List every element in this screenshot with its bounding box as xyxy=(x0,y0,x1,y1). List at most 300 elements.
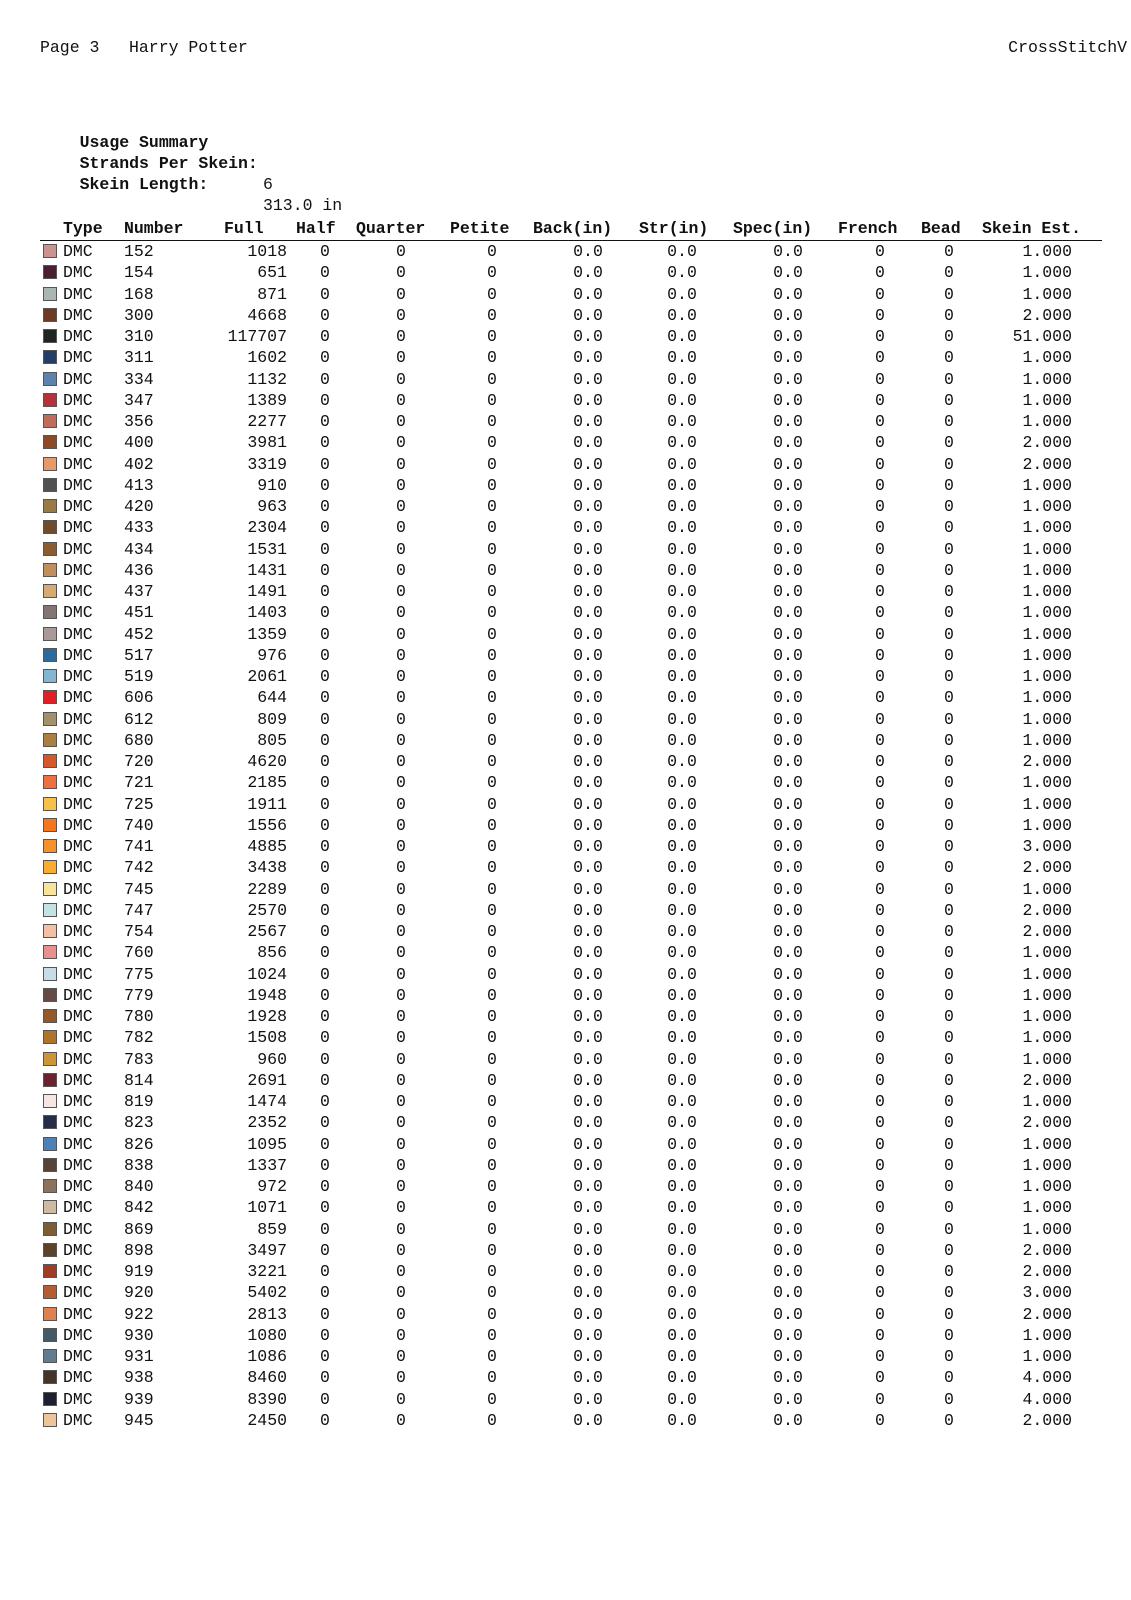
cell-str: 0.0 xyxy=(667,773,697,793)
table-row xyxy=(40,1282,1102,1303)
cell-spec: 0.0 xyxy=(773,412,803,431)
cell-full: 4668 xyxy=(247,305,287,325)
cell-type: DMC xyxy=(63,1155,93,1175)
cell-back: 0.0 xyxy=(573,858,603,878)
col-half: Half xyxy=(296,219,336,238)
cell-quarter: 0 xyxy=(396,327,406,346)
cell-quarter: 0 xyxy=(396,1219,406,1239)
cell-quarter: 0 xyxy=(396,773,406,793)
cell-str: 0.0 xyxy=(667,475,697,495)
cell-spec: 0.0 xyxy=(773,497,803,516)
color-swatch xyxy=(43,1413,57,1427)
color-swatch xyxy=(43,1179,57,1193)
table-row xyxy=(40,454,1102,475)
cell-full: 8460 xyxy=(247,1368,287,1388)
cell-str: 0.0 xyxy=(667,1262,697,1281)
cell-bead: 0 xyxy=(944,730,954,750)
cell-type: DMC xyxy=(63,454,93,474)
cell-number: 919 xyxy=(124,1262,154,1281)
cell-half: 0 xyxy=(320,242,330,261)
cell-type: DMC xyxy=(63,1347,93,1366)
cell-quarter: 0 xyxy=(396,1368,406,1388)
cell-quarter: 0 xyxy=(396,645,406,665)
cell-skein-est: 1.000 xyxy=(1022,1347,1072,1366)
cell-bead: 0 xyxy=(944,858,954,878)
cell-type: DMC xyxy=(63,1177,93,1196)
color-swatch xyxy=(43,520,57,534)
cell-number: 402 xyxy=(124,454,154,474)
cell-skein-est: 1.000 xyxy=(1022,242,1072,261)
cell-quarter: 0 xyxy=(396,1198,406,1218)
cell-skein-est: 1.000 xyxy=(1022,879,1072,899)
cell-petite: 0 xyxy=(487,645,497,665)
cell-spec: 0.0 xyxy=(773,752,803,771)
cell-quarter: 0 xyxy=(396,794,406,814)
cell-petite: 0 xyxy=(487,412,497,431)
cell-spec: 0.0 xyxy=(773,1410,803,1430)
cell-number: 931 xyxy=(124,1347,154,1366)
cell-half: 0 xyxy=(320,454,330,474)
table-row xyxy=(40,1197,1102,1218)
cell-quarter: 0 xyxy=(396,1347,406,1366)
cell-petite: 0 xyxy=(487,560,497,580)
cell-french: 0 xyxy=(875,1049,885,1069)
cell-bead: 0 xyxy=(944,539,954,559)
cell-quarter: 0 xyxy=(396,985,406,1005)
cell-type: DMC xyxy=(63,837,93,856)
cell-french: 0 xyxy=(875,1092,885,1111)
cell-str: 0.0 xyxy=(667,454,697,474)
cell-str: 0.0 xyxy=(667,1389,697,1409)
cell-quarter: 0 xyxy=(396,497,406,516)
cell-bead: 0 xyxy=(944,794,954,814)
cell-half: 0 xyxy=(320,1028,330,1048)
cell-french: 0 xyxy=(875,1368,885,1388)
cell-bead: 0 xyxy=(944,1049,954,1069)
cell-bead: 0 xyxy=(944,964,954,984)
table-row xyxy=(40,432,1102,453)
cell-skein-est: 51.000 xyxy=(1012,327,1072,346)
cell-petite: 0 xyxy=(487,688,497,708)
cell-quarter: 0 xyxy=(396,1304,406,1324)
cell-full: 1024 xyxy=(247,964,287,984)
cell-back: 0.0 xyxy=(573,284,603,304)
cell-petite: 0 xyxy=(487,624,497,644)
color-swatch xyxy=(43,1264,57,1278)
cell-skein-est: 1.000 xyxy=(1022,1028,1072,1048)
color-swatch xyxy=(43,542,57,556)
cell-full: 856 xyxy=(257,943,287,963)
color-swatch xyxy=(43,712,57,726)
cell-back: 0.0 xyxy=(573,773,603,793)
cell-full: 3221 xyxy=(247,1262,287,1281)
col-type: Type xyxy=(63,219,103,238)
cell-full: 1602 xyxy=(247,348,287,368)
cell-full: 2567 xyxy=(247,922,287,941)
cell-number: 519 xyxy=(124,667,154,686)
cell-french: 0 xyxy=(875,1134,885,1154)
cell-french: 0 xyxy=(875,242,885,261)
cell-full: 1086 xyxy=(247,1347,287,1366)
cell-quarter: 0 xyxy=(396,1007,406,1026)
cell-quarter: 0 xyxy=(396,900,406,920)
cell-type: DMC xyxy=(63,518,93,538)
cell-spec: 0.0 xyxy=(773,688,803,708)
cell-skein-est: 1.000 xyxy=(1022,284,1072,304)
cell-quarter: 0 xyxy=(396,730,406,750)
cell-str: 0.0 xyxy=(667,688,697,708)
cell-str: 0.0 xyxy=(667,752,697,771)
cell-french: 0 xyxy=(875,730,885,750)
cell-petite: 0 xyxy=(487,603,497,623)
cell-half: 0 xyxy=(320,1304,330,1324)
col-quarter: Quarter xyxy=(356,219,426,238)
cell-number: 741 xyxy=(124,837,154,856)
cell-skein-est: 1.000 xyxy=(1022,645,1072,665)
cell-type: DMC xyxy=(63,305,93,325)
cell-number: 869 xyxy=(124,1219,154,1239)
cell-type: DMC xyxy=(63,539,93,559)
cell-type: DMC xyxy=(63,815,93,835)
cell-quarter: 0 xyxy=(396,922,406,941)
cell-type: DMC xyxy=(63,1325,93,1345)
cell-french: 0 xyxy=(875,390,885,410)
cell-french: 0 xyxy=(875,1304,885,1324)
cell-half: 0 xyxy=(320,518,330,538)
cell-petite: 0 xyxy=(487,709,497,729)
cell-number: 742 xyxy=(124,858,154,878)
cell-french: 0 xyxy=(875,837,885,856)
cell-back: 0.0 xyxy=(573,1177,603,1196)
table-body xyxy=(40,241,1102,1431)
cell-spec: 0.0 xyxy=(773,709,803,729)
cell-type: DMC xyxy=(63,1092,93,1111)
cell-quarter: 0 xyxy=(396,879,406,899)
cell-half: 0 xyxy=(320,603,330,623)
color-swatch xyxy=(43,1094,57,1108)
cell-bead: 0 xyxy=(944,560,954,580)
cell-full: 871 xyxy=(257,284,287,304)
table-row xyxy=(40,964,1102,985)
color-swatch xyxy=(43,967,57,981)
cell-full: 1948 xyxy=(247,985,287,1005)
table-row xyxy=(40,241,1102,262)
color-swatch xyxy=(43,1073,57,1087)
cell-half: 0 xyxy=(320,773,330,793)
cell-french: 0 xyxy=(875,1113,885,1133)
cell-petite: 0 xyxy=(487,730,497,750)
cell-str: 0.0 xyxy=(667,879,697,899)
cell-petite: 0 xyxy=(487,582,497,601)
cell-back: 0.0 xyxy=(573,1113,603,1133)
cell-number: 922 xyxy=(124,1304,154,1324)
cell-bead: 0 xyxy=(944,815,954,835)
cell-spec: 0.0 xyxy=(773,794,803,814)
cell-full: 2352 xyxy=(247,1113,287,1133)
cell-number: 754 xyxy=(124,922,154,941)
table-row xyxy=(40,1219,1102,1240)
cell-half: 0 xyxy=(320,667,330,686)
cell-str: 0.0 xyxy=(667,794,697,814)
cell-number: 939 xyxy=(124,1389,154,1409)
cell-half: 0 xyxy=(320,1325,330,1345)
cell-skein-est: 1.000 xyxy=(1022,964,1072,984)
cell-quarter: 0 xyxy=(396,1028,406,1048)
cell-number: 168 xyxy=(124,284,154,304)
cell-half: 0 xyxy=(320,1134,330,1154)
cell-quarter: 0 xyxy=(396,1177,406,1196)
cell-petite: 0 xyxy=(487,900,497,920)
color-swatch xyxy=(43,903,57,917)
cell-spec: 0.0 xyxy=(773,1092,803,1111)
cell-spec: 0.0 xyxy=(773,985,803,1005)
cell-half: 0 xyxy=(320,1049,330,1069)
cell-back: 0.0 xyxy=(573,624,603,644)
cell-number: 720 xyxy=(124,752,154,771)
cell-bead: 0 xyxy=(944,412,954,431)
cell-french: 0 xyxy=(875,454,885,474)
cell-type: DMC xyxy=(63,1262,93,1281)
col-full: Full xyxy=(224,219,264,238)
cell-str: 0.0 xyxy=(667,943,697,963)
cell-quarter: 0 xyxy=(396,624,406,644)
cell-half: 0 xyxy=(320,837,330,856)
cell-type: DMC xyxy=(63,964,93,984)
color-swatch xyxy=(43,818,57,832)
cell-french: 0 xyxy=(875,305,885,325)
table-row xyxy=(40,879,1102,900)
cell-half: 0 xyxy=(320,560,330,580)
cell-bead: 0 xyxy=(944,1028,954,1048)
cell-number: 436 xyxy=(124,560,154,580)
cell-french: 0 xyxy=(875,688,885,708)
cell-back: 0.0 xyxy=(573,1049,603,1069)
color-swatch xyxy=(43,860,57,874)
cell-number: 779 xyxy=(124,985,154,1005)
cell-french: 0 xyxy=(875,412,885,431)
cell-spec: 0.0 xyxy=(773,837,803,856)
cell-petite: 0 xyxy=(487,964,497,984)
cell-number: 725 xyxy=(124,794,154,814)
color-swatch xyxy=(43,797,57,811)
cell-half: 0 xyxy=(320,1283,330,1303)
table-row xyxy=(40,602,1102,623)
cell-quarter: 0 xyxy=(396,603,406,623)
cell-number: 842 xyxy=(124,1198,154,1218)
app-name: CrossStitchV xyxy=(1008,38,1127,57)
cell-type: DMC xyxy=(63,709,93,729)
cell-half: 0 xyxy=(320,858,330,878)
color-swatch xyxy=(43,435,57,449)
cell-french: 0 xyxy=(875,560,885,580)
cell-bead: 0 xyxy=(944,242,954,261)
cell-type: DMC xyxy=(63,348,93,368)
color-swatch xyxy=(43,329,57,343)
cell-skein-est: 2.000 xyxy=(1022,1262,1072,1281)
cell-full: 805 xyxy=(257,730,287,750)
cell-petite: 0 xyxy=(487,518,497,538)
table-row xyxy=(40,1112,1102,1133)
cell-number: 356 xyxy=(124,412,154,431)
cell-full: 809 xyxy=(257,709,287,729)
cell-type: DMC xyxy=(63,412,93,431)
cell-number: 437 xyxy=(124,582,154,601)
color-swatch xyxy=(43,1222,57,1236)
cell-bead: 0 xyxy=(944,709,954,729)
cell-str: 0.0 xyxy=(667,1325,697,1345)
cell-type: DMC xyxy=(63,1198,93,1218)
cell-full: 1080 xyxy=(247,1325,287,1345)
cell-str: 0.0 xyxy=(667,497,697,516)
cell-skein-est: 1.000 xyxy=(1022,985,1072,1005)
cell-back: 0.0 xyxy=(573,1347,603,1366)
cell-half: 0 xyxy=(320,475,330,495)
cell-petite: 0 xyxy=(487,242,497,261)
cell-skein-est: 2.000 xyxy=(1022,433,1072,453)
table-row xyxy=(40,1367,1102,1388)
cell-back: 0.0 xyxy=(573,1283,603,1303)
cell-petite: 0 xyxy=(487,497,497,516)
cell-spec: 0.0 xyxy=(773,1219,803,1239)
cell-full: 1359 xyxy=(247,624,287,644)
cell-back: 0.0 xyxy=(573,369,603,389)
color-swatch xyxy=(43,839,57,853)
cell-skein-est: 2.000 xyxy=(1022,752,1072,771)
table-row xyxy=(40,1304,1102,1325)
cell-half: 0 xyxy=(320,1219,330,1239)
table-row xyxy=(40,1155,1102,1176)
cell-petite: 0 xyxy=(487,1389,497,1409)
cell-back: 0.0 xyxy=(573,518,603,538)
col-str: Str(in) xyxy=(639,219,709,238)
cell-spec: 0.0 xyxy=(773,1070,803,1090)
cell-full: 644 xyxy=(257,688,287,708)
cell-french: 0 xyxy=(875,1070,885,1090)
cell-number: 310 xyxy=(124,327,154,346)
cell-full: 963 xyxy=(257,497,287,516)
cell-spec: 0.0 xyxy=(773,1304,803,1324)
cell-skein-est: 1.000 xyxy=(1022,1049,1072,1069)
cell-bead: 0 xyxy=(944,1304,954,1324)
cell-bead: 0 xyxy=(944,1368,954,1388)
cell-petite: 0 xyxy=(487,1134,497,1154)
cell-full: 976 xyxy=(257,645,287,665)
cell-str: 0.0 xyxy=(667,1092,697,1111)
cell-half: 0 xyxy=(320,985,330,1005)
table-row xyxy=(40,560,1102,581)
cell-french: 0 xyxy=(875,497,885,516)
strands-value: 6 xyxy=(263,175,273,194)
cell-quarter: 0 xyxy=(396,390,406,410)
cell-spec: 0.0 xyxy=(773,964,803,984)
cell-french: 0 xyxy=(875,1028,885,1048)
table-row xyxy=(40,942,1102,963)
cell-number: 433 xyxy=(124,518,154,538)
cell-spec: 0.0 xyxy=(773,858,803,878)
cell-type: DMC xyxy=(63,369,93,389)
cell-spec: 0.0 xyxy=(773,1240,803,1260)
cell-french: 0 xyxy=(875,667,885,686)
cell-half: 0 xyxy=(320,1092,330,1111)
cell-bead: 0 xyxy=(944,1155,954,1175)
cell-spec: 0.0 xyxy=(773,1198,803,1218)
cell-skein-est: 1.000 xyxy=(1022,1325,1072,1345)
table-row xyxy=(40,539,1102,560)
cell-half: 0 xyxy=(320,879,330,899)
cell-number: 434 xyxy=(124,539,154,559)
cell-full: 1071 xyxy=(247,1198,287,1218)
cell-back: 0.0 xyxy=(573,1262,603,1281)
cell-french: 0 xyxy=(875,773,885,793)
cell-half: 0 xyxy=(320,943,330,963)
cell-bead: 0 xyxy=(944,1092,954,1111)
cell-half: 0 xyxy=(320,348,330,368)
cell-petite: 0 xyxy=(487,1325,497,1345)
cell-full: 3981 xyxy=(247,433,287,453)
color-swatch xyxy=(43,457,57,471)
cell-half: 0 xyxy=(320,1007,330,1026)
color-swatch xyxy=(43,733,57,747)
cell-bead: 0 xyxy=(944,1198,954,1218)
color-swatch xyxy=(43,372,57,386)
cell-str: 0.0 xyxy=(667,645,697,665)
cell-petite: 0 xyxy=(487,1007,497,1026)
col-french: French xyxy=(838,219,898,238)
cell-number: 452 xyxy=(124,624,154,644)
cell-back: 0.0 xyxy=(573,263,603,283)
cell-french: 0 xyxy=(875,518,885,538)
cell-number: 814 xyxy=(124,1070,154,1090)
cell-spec: 0.0 xyxy=(773,539,803,559)
color-swatch xyxy=(43,499,57,513)
table-row xyxy=(40,645,1102,666)
cell-french: 0 xyxy=(875,369,885,389)
cell-skein-est: 1.000 xyxy=(1022,497,1072,516)
cell-spec: 0.0 xyxy=(773,582,803,601)
cell-bead: 0 xyxy=(944,348,954,368)
cell-back: 0.0 xyxy=(573,1368,603,1388)
cell-str: 0.0 xyxy=(667,305,697,325)
document-title: Harry Potter xyxy=(129,38,248,57)
cell-bead: 0 xyxy=(944,624,954,644)
cell-str: 0.0 xyxy=(667,582,697,601)
cell-str: 0.0 xyxy=(667,1410,697,1430)
cell-type: DMC xyxy=(63,752,93,771)
cell-str: 0.0 xyxy=(667,1177,697,1196)
cell-spec: 0.0 xyxy=(773,560,803,580)
cell-str: 0.0 xyxy=(667,1368,697,1388)
cell-skein-est: 2.000 xyxy=(1022,1240,1072,1260)
cell-skein-est: 1.000 xyxy=(1022,348,1072,368)
cell-str: 0.0 xyxy=(667,327,697,346)
cell-french: 0 xyxy=(875,815,885,835)
cell-spec: 0.0 xyxy=(773,730,803,750)
cell-half: 0 xyxy=(320,794,330,814)
color-swatch xyxy=(43,584,57,598)
table-row xyxy=(40,262,1102,283)
cell-half: 0 xyxy=(320,964,330,984)
cell-quarter: 0 xyxy=(396,1070,406,1090)
cell-french: 0 xyxy=(875,1410,885,1430)
cell-back: 0.0 xyxy=(573,603,603,623)
cell-quarter: 0 xyxy=(396,284,406,304)
cell-full: 3319 xyxy=(247,454,287,474)
color-swatch xyxy=(43,945,57,959)
cell-number: 400 xyxy=(124,433,154,453)
cell-str: 0.0 xyxy=(667,1155,697,1175)
usage-table xyxy=(40,217,1102,1431)
cell-full: 1337 xyxy=(247,1155,287,1175)
